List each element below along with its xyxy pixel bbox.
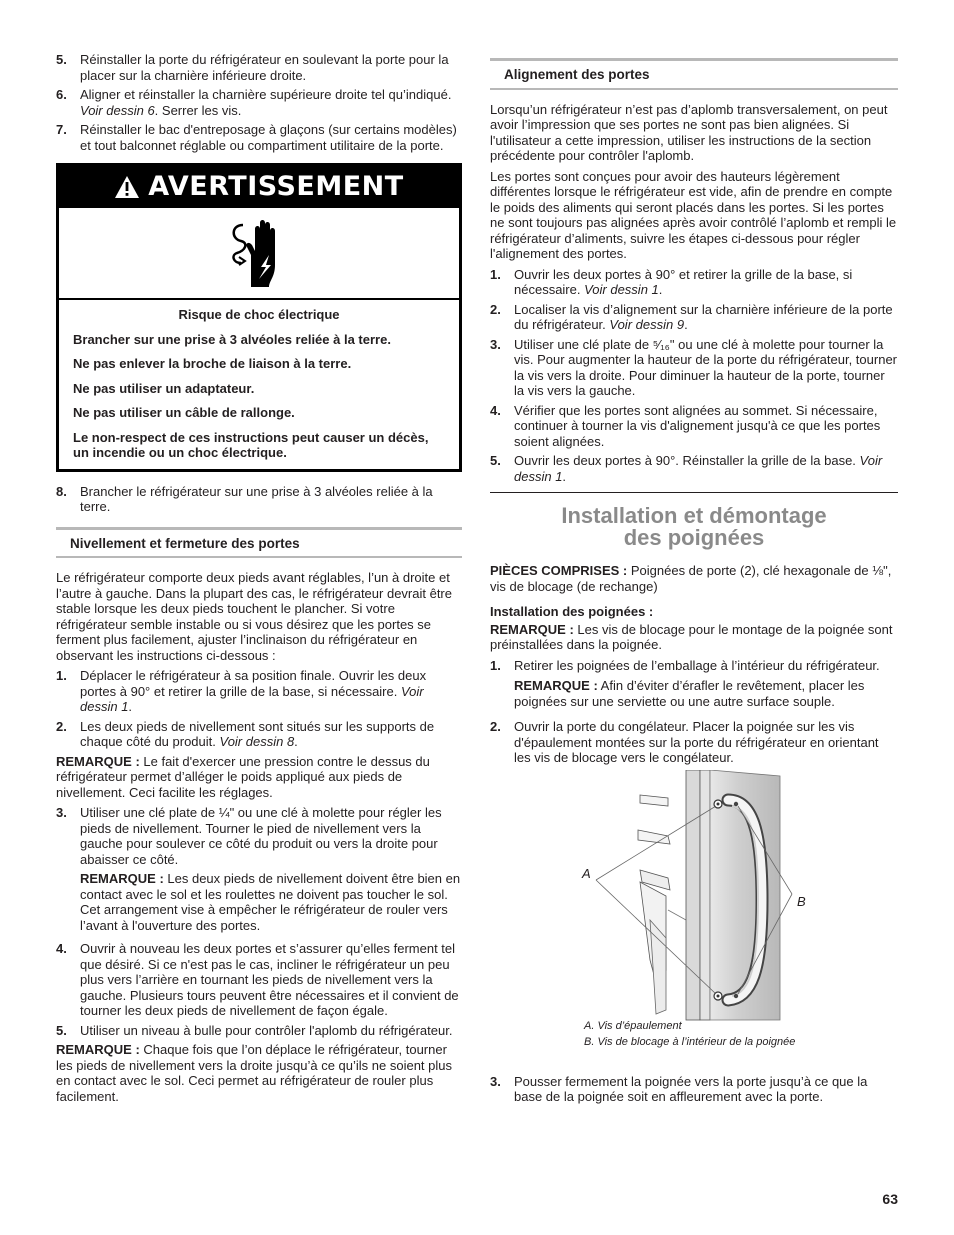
step-number: 3. [490, 1073, 501, 1089]
step-text: Utiliser un niveau à bulle pour contrôler l'aplomb du réfrigérateur. [80, 1022, 453, 1038]
step-number: 3. [490, 336, 501, 352]
list-item [56, 87, 462, 118]
list-item [56, 805, 462, 937]
step-text: Utiliser une clé plate de ¼" ou une clé à molette pour régler les pieds de nivellement. Tourner le pied de nivellement vers la gauche pour soulever ce côté du produit ou vers la droite pour abaisser ce côté. [80, 805, 442, 867]
note-text: Les deux pieds de nivellement doivent être bien en contact avec le sol et les roulettes ne doivent pas toucher le sol. Cet arrangement vise à empêcher le réfrigérateur de rouler vers l’avant à l'ouverture des portes. [80, 871, 461, 933]
list-item [490, 403, 898, 450]
note-text: Le fait d'exercer une pression contre le dessus du réfrigérateur permet d’alléger le poids appliqué aux pieds de nivellement. Ceci facilite les réglages. [56, 753, 430, 800]
step-text-part: Aligner et réinstaller la charnière supérieure droite tel qu’indiqué. [80, 87, 452, 102]
right-column [490, 52, 898, 1109]
figure-reference: Voir dessin 6 [80, 102, 155, 118]
list-item [490, 1074, 898, 1105]
electric-shock-hand-icon [229, 217, 289, 289]
note-paragraph [80, 871, 462, 933]
caption-a: A. Vis d’épaulement [584, 1019, 682, 1032]
step-text-part: . [128, 699, 133, 714]
section-title [490, 505, 898, 549]
step-text-part: Déplacer le réfrigérateur à sa position finale. Ouvrir les deux portes à 90° et retirer la grille de la base, si nécessaire. [80, 668, 427, 699]
step-text-part: Ouvrir les deux portes à 90°. Réinstaller la grille de la base. [514, 453, 860, 468]
handle-illustration [490, 770, 898, 1032]
list-item [56, 1023, 462, 1039]
parts-paragraph [490, 563, 898, 594]
step-number: 1. [490, 266, 501, 282]
section-divider [490, 492, 898, 493]
list-item [56, 52, 462, 83]
warning-triangle-icon [114, 175, 140, 199]
note-paragraph [490, 622, 898, 653]
step-text-part: . [658, 282, 663, 297]
list-item [56, 484, 462, 515]
note-paragraph [56, 1042, 462, 1104]
step-number: 2. [490, 301, 501, 317]
step-number: 4. [490, 402, 501, 418]
step-text-part: . [562, 468, 567, 484]
step-text: Vérifier que les portes sont alignées au sommet. Si nécessaire, continuer à tourner la vis d'alignement jusqu'à ce que les portes soient alignées. [514, 402, 881, 449]
step-text-part: . [684, 317, 688, 332]
figure-reference: Voir dessin 9 [609, 317, 685, 332]
step-text-part: Localiser la vis d’alignement sur la charnière inférieure de la porte du réfrigérateur. [514, 301, 893, 332]
step-text [514, 302, 898, 333]
note-label: REMARQUE : [80, 871, 164, 886]
list-item [490, 302, 898, 333]
handle-installation-figure [490, 770, 898, 1070]
section-title-line: des poignées [623, 525, 765, 550]
step-text-part: . [294, 734, 298, 749]
note-label: REMARQUE : [56, 753, 140, 769]
step-content [80, 805, 462, 937]
step-number: 2. [56, 718, 67, 734]
subheading: Installation des poignées : [490, 604, 654, 619]
note-text: Chaque fois que l’on déplace le réfrigérateur, tourner les pieds de nivellement vers la droite jusqu’à ce qu’ils ne soient plus en contact avec le sol. Ceci permet au réfrigérateur de rouler plus facilement. [56, 1042, 452, 1104]
step-number: 2. [490, 719, 501, 734]
list-item [490, 453, 898, 484]
warning-text [59, 300, 459, 469]
list-item [56, 719, 462, 750]
list-item [490, 267, 898, 298]
step-number: 6. [56, 87, 67, 102]
step-text: Ouvrir la porte du congélateur. Placer la poignée sur les vis d'épaulement montées sur la porte du réfrigérateur en orientant les vis de blocage vers le congélateur. [514, 719, 879, 765]
parts-label: PIÈCES COMPRISES : [490, 563, 628, 578]
warning-header [59, 166, 459, 208]
list-item [490, 658, 898, 714]
section-heading: Nivellement et fermeture des portes [56, 527, 462, 559]
step-number: 1. [490, 657, 501, 673]
step-text-part: Ouvrir les deux portes à 90° et retirer la grille de la base, si nécessaire. [514, 266, 853, 297]
step-number: 3. [56, 805, 67, 820]
figure-reference: Voir dessin 1 [514, 453, 883, 484]
step-text-part: . Serrer les vis. [154, 102, 242, 118]
note-paragraph [514, 678, 898, 709]
warning-line: Ne pas utiliser un câble de rallonge. [73, 405, 295, 420]
step-text: Ouvrir à nouveau les deux portes et s’assurer qu’elles ferment tel que désiré. Si ce n'est pas le cas, incliner le réfrigérateur un peu plus vers l’arrière en tournant les pieds de nivellement vers la gauche. Plusieurs tours peuvent être nécessaires et il convient de tourner les deux pieds de nivellement de façon égale. [80, 941, 459, 1018]
paragraph: Le réfrigérateur comporte deux pieds avant réglables, l’un à droite et l’autre à gauche. Dans la plupart des cas, le réfrigérateur devrait être stable lorsque les deux pieds touchent le plancher. Si votre réfrigérateur semble instable ou si vous désirez que les portes se ferment plus facilement, ajuster l’inclinaison du réfrigérateur en observant les instructions ci-dessous : [56, 570, 452, 663]
step-text: Pousser fermement la poignée vers la porte jusqu’à ce que la base de la poignée soit en affleurement avec la porte. [514, 1073, 868, 1104]
warning-title: AVERTISSEMENT [148, 171, 404, 203]
warning-risk-title: Risque de choc électrique [178, 307, 340, 322]
warning-box [56, 163, 462, 472]
list-item [490, 337, 898, 399]
figure-reference: Voir dessin 1 [80, 683, 424, 714]
callout-label-b: B [797, 893, 806, 909]
warning-icon-area [59, 208, 459, 300]
step-text-part: Les deux pieds de nivellement sont situés sur les supports de chaque côté du produit. [80, 718, 435, 749]
step-number: 5. [490, 453, 501, 468]
note-text: Afin d’éviter d’érafler le revêtement, placer les poignées sur une serviette ou une autre surface souple. [514, 678, 865, 709]
step-number: 5. [56, 52, 67, 67]
note-text: Les vis de blocage pour le montage de la poignée sont préinstallées dans la poignée. [490, 621, 893, 652]
note-label: REMARQUE : [56, 1042, 140, 1057]
paragraph: Les portes sont conçues pour avoir des hauteurs légèrement différentes lorsque le réfrigérateur est vide, afin de prendre en compte le poids des aliments qui seront placés dans les portes. Si les portes ne sont toujours pas alignées après avoir contrôlé l’aplomb et rempli le réfrigérateur d’aliments, suivre les étapes ci-dessous pour régler l'alignement des portes. [490, 168, 897, 261]
warning-line: Le non-respect de ces instructions peut causer un décès, un incendie ou un choc électrique. [73, 429, 429, 460]
step-text: Utiliser une clé plate de ⁵⁄₁₆" ou une clé à molette pour tourner la vis. Pour augmenter la hauteur de la porte du réfrigérateur, tourner la vis vers la droite. Pour diminuer la hauteur de la porte, tourner la vis vers la gauche. [514, 336, 897, 398]
step-content [514, 658, 898, 714]
step-text: Brancher le réfrigérateur sur une prise à 3 alvéoles reliée à la terre. [80, 483, 433, 514]
section-heading: Alignement des portes [490, 58, 898, 90]
step-text: Réinstaller le bac d'entreposage à glaçons (sur certains modèles) et tout balconnet réglable ou compartiment utilitaire de la porte. [80, 122, 457, 153]
left-column [56, 52, 462, 1109]
step-text [80, 668, 462, 715]
step-number: 1. [56, 668, 67, 683]
list-item [56, 941, 462, 1019]
list-item [56, 122, 462, 153]
note-label: REMARQUE : [514, 678, 598, 693]
step-number: 7. [56, 122, 67, 137]
note-paragraph [56, 754, 462, 801]
step-text [80, 719, 462, 750]
caption-b: B. Vis de blocage à l’intérieur de la poignée [584, 1035, 796, 1048]
step-text: Retirer les poignées de l’emballage à l’intérieur du réfrigérateur. [514, 657, 880, 673]
step-number: 5. [56, 1022, 67, 1038]
page-number: 63 [882, 1191, 898, 1207]
list-item [56, 668, 462, 715]
warning-line: Ne pas enlever la broche de liaison à la terre. [73, 356, 352, 371]
step-number: 4. [56, 941, 67, 956]
step-text [514, 453, 898, 484]
figure-reference: Voir dessin 1 [584, 282, 659, 297]
list-item [490, 719, 898, 766]
step-text [514, 267, 898, 298]
paragraph: Lorsqu’un réfrigérateur n’est pas d’aplomb transversalement, on peut avoir l’impression que ses portes ne sont pas bien alignées. Si l'utilisateur a cette impression, utiliser les instructions de la section précédente pour contrôler l'aplomb. [490, 101, 888, 163]
warning-line: Ne pas utiliser un adaptateur. [73, 380, 255, 396]
step-number: 8. [56, 483, 67, 499]
step-text [80, 87, 462, 118]
callout-label-a: A [582, 865, 591, 881]
step-text: Réinstaller la porte du réfrigérateur en soulevant la porte pour la placer sur la charnière inférieure droite. [80, 52, 449, 83]
parts-text: Poignées de porte (2), clé hexagonale de ⅛", vis de blocage (de rechange) [490, 563, 892, 594]
figure-captions [490, 1018, 795, 1050]
warning-line: Brancher sur une prise à 3 alvéoles reliée à la terre. [73, 331, 391, 347]
note-label: REMARQUE : [490, 621, 574, 637]
figure-reference: Voir dessin 8 [219, 734, 295, 749]
section-title-line: Installation et démontage [561, 503, 827, 528]
